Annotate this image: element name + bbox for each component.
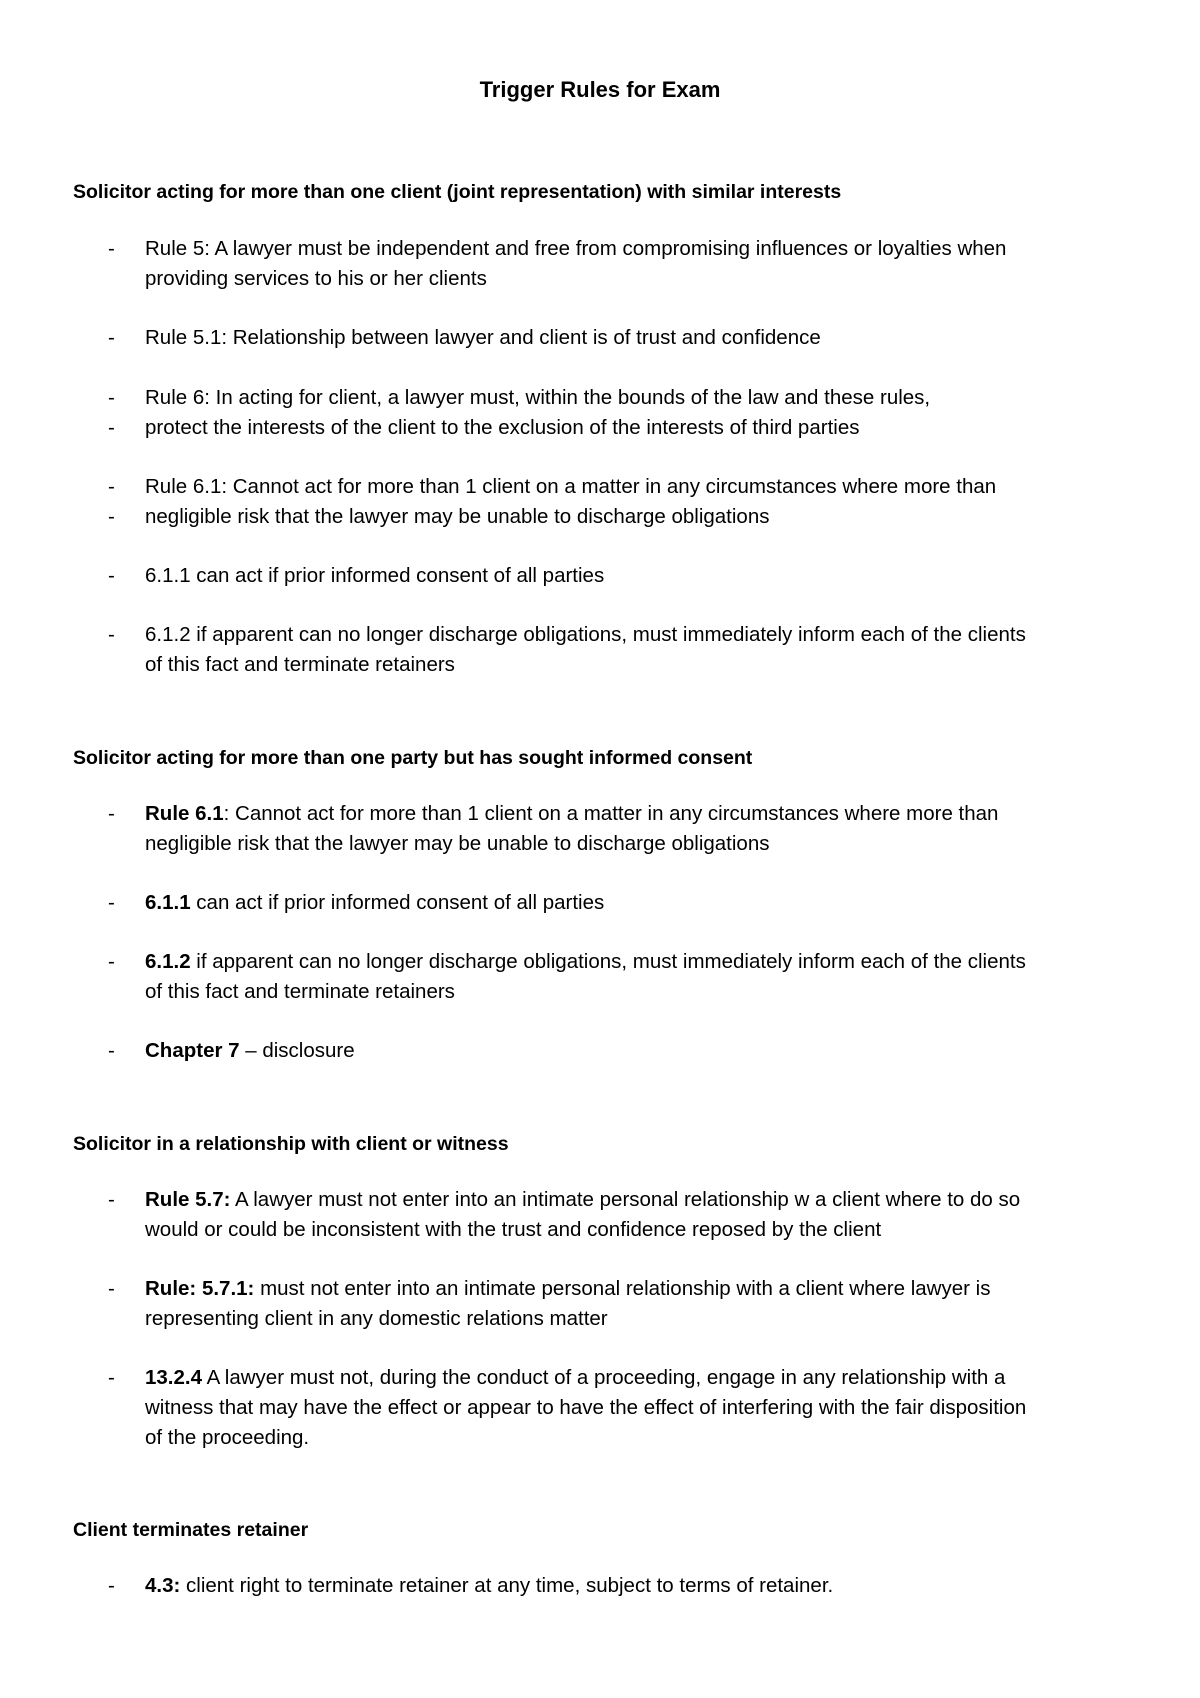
item-text: Rule 5.1: Relationship between lawyer and client is of trust and confidence bbox=[145, 326, 821, 349]
item-text: if apparent can no longer discharge obligations, must immediately inform each of the clients bbox=[190, 950, 1026, 973]
item-text: client right to terminate retainer at any time, subject to terms of retainer. bbox=[180, 1574, 834, 1597]
item-text: Rule 6: In acting for client, a lawyer must, within the bounds of the law and these rules, bbox=[145, 386, 931, 409]
bullet-dash: - bbox=[108, 505, 115, 528]
bullet-dash: - bbox=[108, 1366, 115, 1389]
section-heading: Solicitor acting for more than one client (joint representation) with similar interests bbox=[73, 181, 842, 203]
item-continuation: of the proceeding. bbox=[145, 1426, 310, 1449]
bullet-dash: - bbox=[108, 950, 115, 973]
rule-ref: Rule 6.1 bbox=[145, 802, 224, 825]
item-text: – disclosure bbox=[239, 1039, 355, 1062]
bullet-dash: - bbox=[108, 475, 115, 498]
bullet-dash: - bbox=[108, 564, 115, 587]
item-text: protect the interests of the client to the exclusion of the interests of third parties bbox=[145, 416, 860, 439]
rule-ref: 6.1.1 bbox=[145, 891, 191, 914]
rule-ref: 13.2.4 bbox=[145, 1366, 202, 1389]
section-heading: Solicitor acting for more than one party but has sought informed consent bbox=[73, 747, 753, 769]
item-continuation: providing services to his or her clients bbox=[145, 267, 487, 290]
item-text: Rule 5: A lawyer must be independent and free from compromising influences or loyalties when bbox=[145, 237, 1007, 260]
bullet-dash: - bbox=[108, 326, 115, 349]
bullet-dash: - bbox=[108, 237, 115, 260]
item-continuation: of this fact and terminate retainers bbox=[145, 653, 455, 676]
item-text: 6.1.2 if apparent can no longer discharge obligations, must immediately inform each of the clients bbox=[145, 623, 1026, 646]
rule-ref: Rule: 5.7.1: bbox=[145, 1277, 255, 1300]
bullet-dash: - bbox=[108, 1039, 115, 1062]
item-text: : Cannot act for more than 1 client on a matter in any circumstances where more than bbox=[223, 802, 999, 825]
item-text: negligible risk that the lawyer may be unable to discharge obligations bbox=[145, 505, 770, 528]
item-continuation: would or could be inconsistent with the trust and confidence reposed by the client bbox=[145, 1218, 882, 1241]
document-title: Trigger Rules for Exam bbox=[479, 77, 721, 102]
rule-ref: Rule 5.7: bbox=[145, 1188, 231, 1211]
item-text: must not enter into an intimate personal relationship with a client where lawyer is bbox=[254, 1277, 991, 1300]
item-continuation: of this fact and terminate retainers bbox=[145, 980, 455, 1003]
rule-ref: Chapter 7 bbox=[145, 1039, 240, 1062]
item-text: 6.1.1 can act if prior informed consent of all parties bbox=[145, 564, 605, 587]
item-text: A lawyer must not, during the conduct of a proceeding, engage in any relationship with a bbox=[202, 1366, 1006, 1389]
item-continuation: negligible risk that the lawyer may be unable to discharge obligations bbox=[145, 832, 770, 855]
bullet-dash: - bbox=[108, 1188, 115, 1211]
bullet-dash: - bbox=[108, 386, 115, 409]
item-continuation: representing client in any domestic relations matter bbox=[145, 1307, 608, 1330]
bullet-dash: - bbox=[108, 802, 115, 825]
item-text: Rule 6.1: Cannot act for more than 1 client on a matter in any circumstances where more than bbox=[145, 475, 997, 498]
section-heading: Solicitor in a relationship with client or witness bbox=[73, 1133, 509, 1155]
rule-ref: 4.3: bbox=[145, 1574, 181, 1597]
item-text: can act if prior informed consent of all parties bbox=[190, 891, 605, 914]
rule-ref: 6.1.2 bbox=[145, 950, 191, 973]
bullet-dash: - bbox=[108, 891, 115, 914]
bullet-dash: - bbox=[108, 1277, 115, 1300]
bullet-dash: - bbox=[108, 1574, 115, 1597]
item-text: A lawyer must not enter into an intimate personal relationship w a client where to do so bbox=[230, 1188, 1021, 1211]
bullet-dash: - bbox=[108, 416, 115, 439]
bullet-dash: - bbox=[108, 623, 115, 646]
section-heading: Client terminates retainer bbox=[73, 1519, 309, 1541]
item-continuation: witness that may have the effect or appear to have the effect of interfering with the fair disposition bbox=[145, 1396, 1027, 1419]
